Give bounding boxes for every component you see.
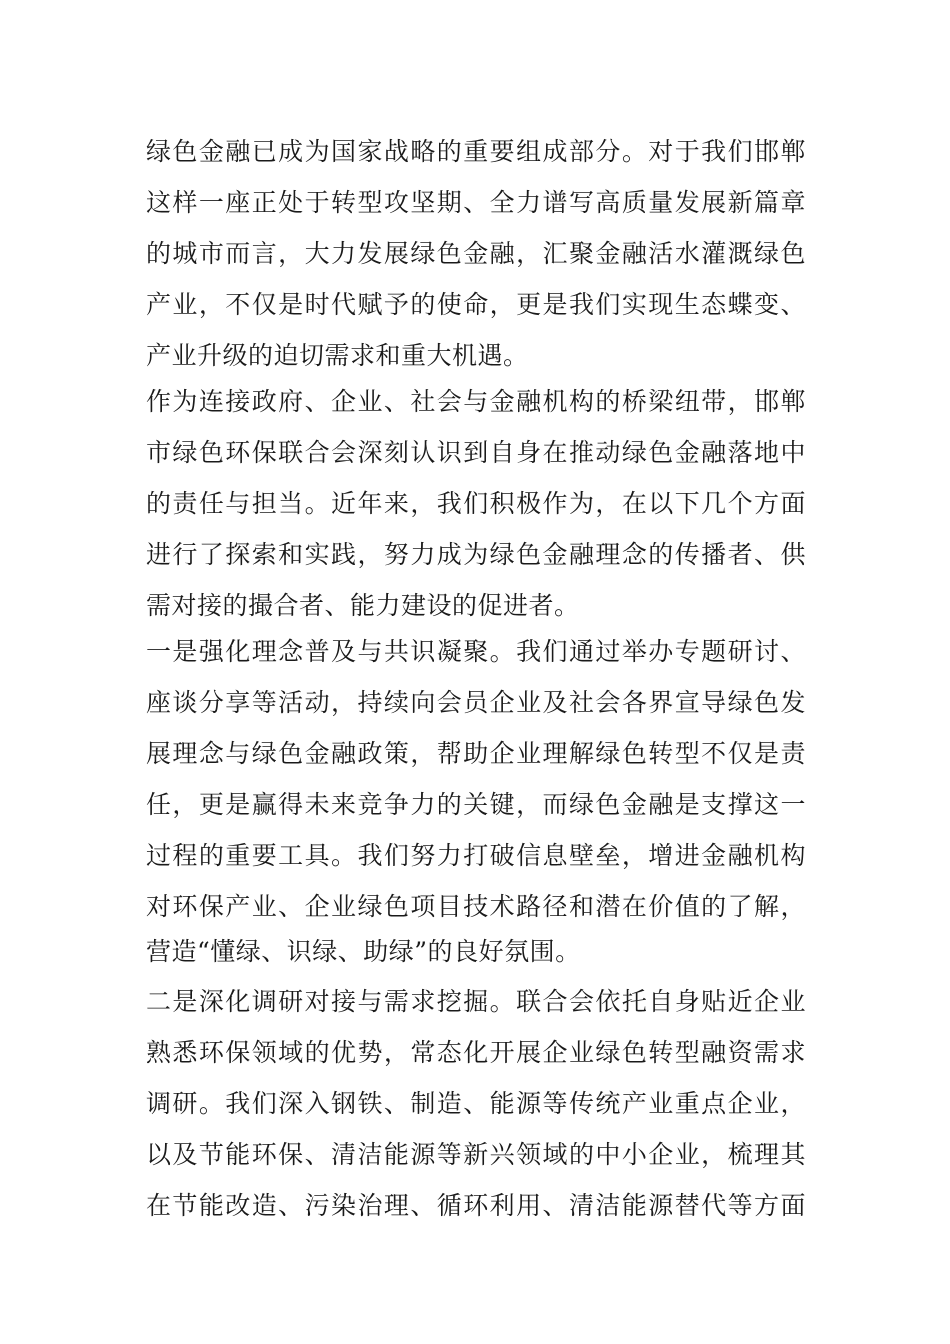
text-line: 进行了探索和实践，努力成为绿色金融理念的传播者、供 bbox=[146, 540, 806, 569]
text-line: 熟悉环保领域的优势，常态化开展企业绿色转型融资需求 bbox=[146, 1038, 806, 1067]
text-line: 产业升级的迫切需求和重大机遇。 bbox=[146, 341, 529, 370]
text-line: 在节能改造、污染治理、循环利用、清洁能源替代等方面 bbox=[146, 1191, 806, 1220]
text-line: 调研。我们深入钢铁、制造、能源等传统产业重点企业， bbox=[146, 1089, 806, 1118]
text-line: 作为连接政府、企业、社会与金融机构的桥梁纽带，邯郸 bbox=[146, 387, 806, 416]
text-line: 的责任与担当。近年来，我们积极作为，在以下几个方面 bbox=[146, 489, 806, 518]
text-line: 的城市而言，大力发展绿色金融，汇聚金融活水灌溉绿色 bbox=[146, 239, 806, 268]
text-line: 过程的重要工具。我们努力打破信息壁垒，增进金融机构 bbox=[146, 841, 806, 870]
text-line: 需对接的撮合者、能力建设的促进者。 bbox=[146, 591, 580, 620]
text-line: 一是强化理念普及与共识凝聚。我们通过举办专题研讨、 bbox=[146, 637, 806, 666]
text-line: 对环保产业、企业绿色项目技术路径和潜在价值的了解， bbox=[146, 892, 806, 921]
text-line: 任，更是赢得未来竞争力的关键，而绿色金融是支撑这一 bbox=[146, 790, 806, 819]
text-line: 二是深化调研对接与需求挖掘。联合会依托自身贴近企业 bbox=[146, 987, 806, 1016]
text-line: 产业，不仅是时代赋予的使命，更是我们实现生态蝶变、 bbox=[146, 290, 806, 319]
text-line: 以及节能环保、清洁能源等新兴领域的中小企业，梳理其 bbox=[146, 1140, 806, 1169]
text-line: 绿色金融已成为国家战略的重要组成部分。对于我们邯郸 bbox=[146, 137, 806, 166]
text-line: 营造“懂绿、识绿、助绿”的良好氛围。 bbox=[146, 937, 581, 966]
text-line: 市绿色环保联合会深刻认识到自身在推动绿色金融落地中 bbox=[146, 438, 806, 467]
text-line: 座谈分享等活动，持续向会员企业及社会各界宣导绿色发 bbox=[146, 688, 806, 717]
text-line: 这样一座正处于转型攻坚期、全力谱写高质量发展新篇章 bbox=[146, 188, 806, 217]
text-line: 展理念与绿色金融政策，帮助企业理解绿色转型不仅是责 bbox=[146, 739, 806, 768]
